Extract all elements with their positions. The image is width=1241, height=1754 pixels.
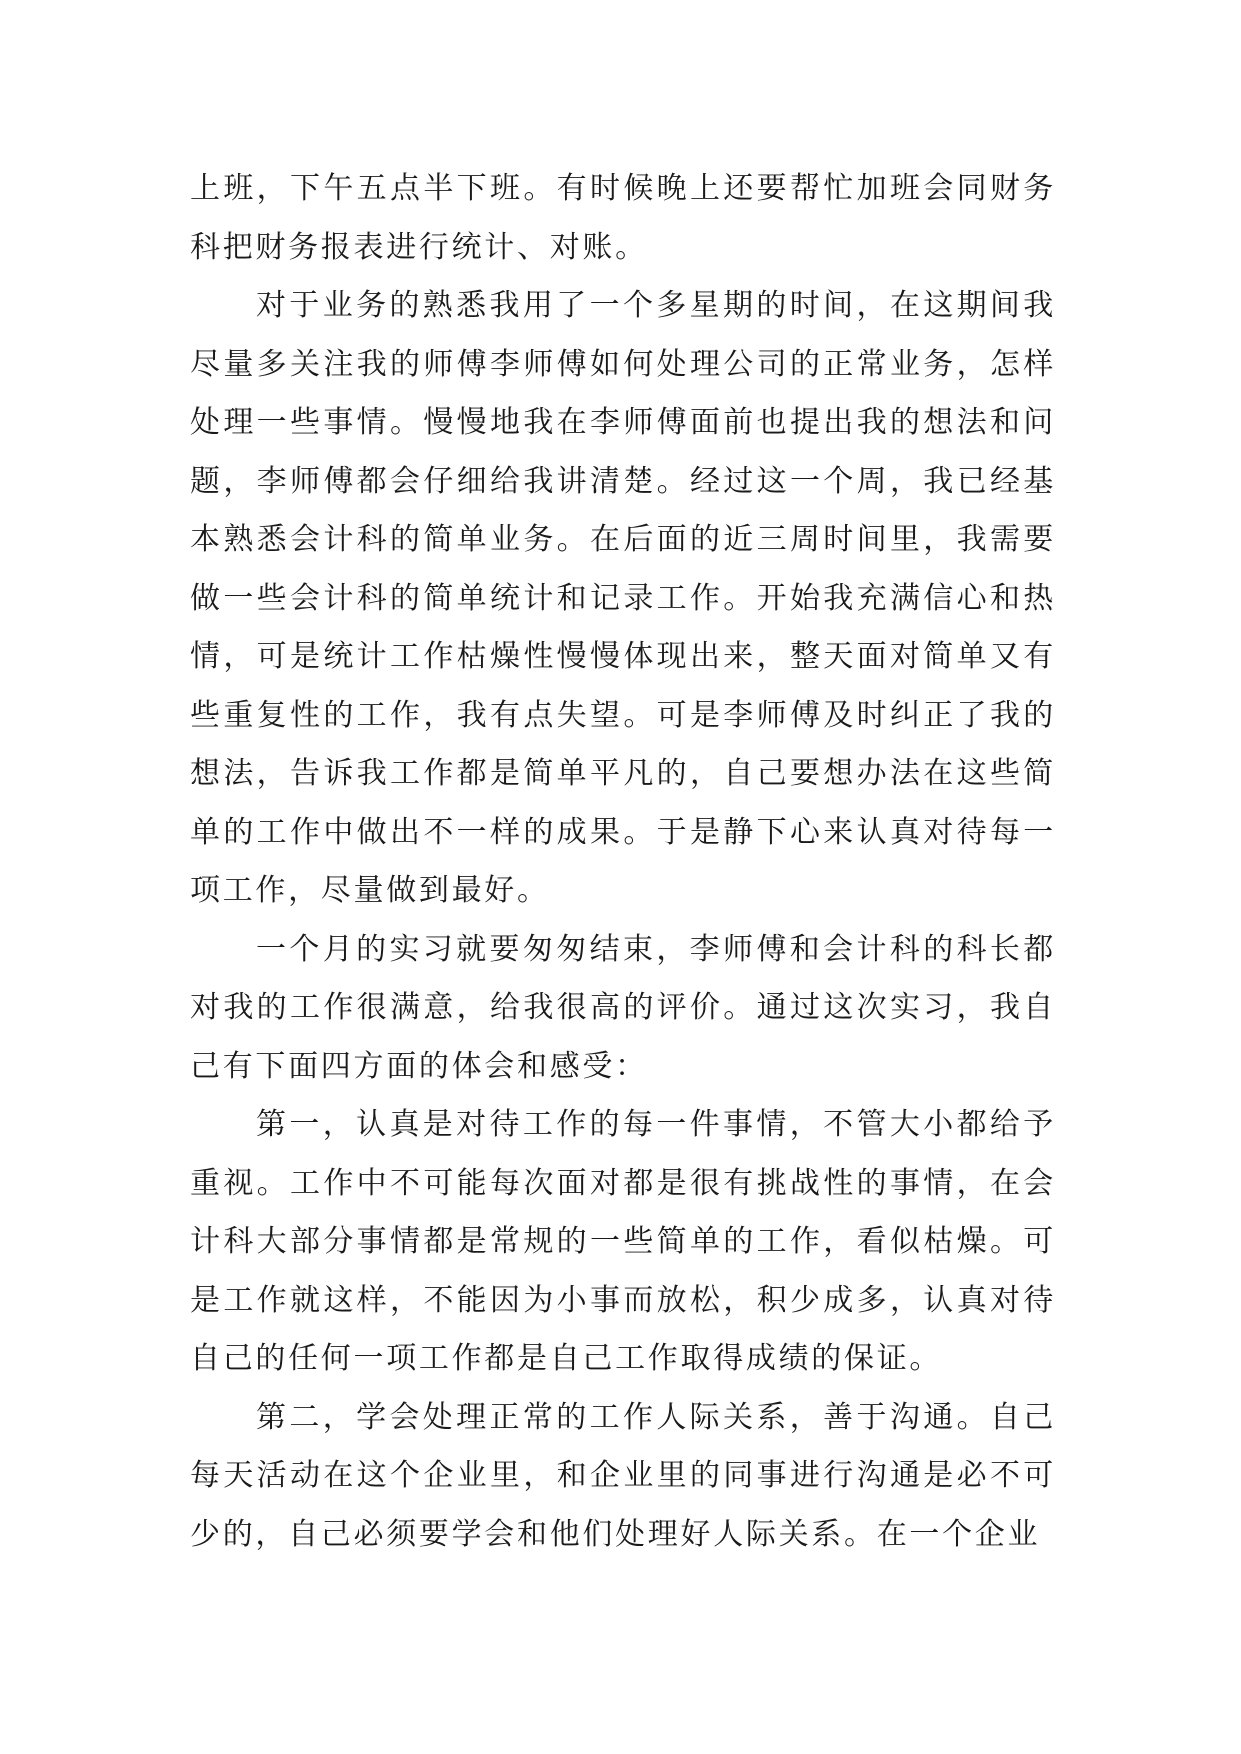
paragraph-3: 一个月的实习就要匆匆结束，李师傅和会计科的科长都对我的工作很满意，给我很高的评价。通过这次实习，我自己有下面四方面的体会和感受：: [190, 931, 1056, 1084]
paragraph-2: 对于业务的熟悉我用了一个多星期的时间，在这期间我尽量多关注我的师傅李师傅如何处理公司的正常业务，怎样处理一些事情。慢慢地我在李师傅面前也提出我的想法和问题，李师傅都会仔细给我讲清楚。经过这一个周，我已经基本熟悉会计科的简单业务。在后面的近三周时间里，我需要做一些会计科的简单统计和记录工作。开始我充满信心和热情，可是统计工作枯燥性慢慢体现出来，整天面对简单又有些重复性的工作，我有点失望。可是李师傅及时纠正了我的想法，告诉我工作都是简单平凡的，自己要想办法在这些简单的工作中做出不一样的成果。于是静下心来认真对待每一项工作，尽量做到最好。: [190, 288, 1056, 908]
paragraph-5: 第二，学会处理正常的工作人际关系，善于沟通。自己每天活动在这个企业里，和企业里的同事进行沟通是必不可少的，自己必须要学会和他们处理好人际关系。在一个企业: [190, 1399, 1056, 1552]
paragraph-1: 上班，下午五点半下班。有时候晚上还要帮忙加班会同财务科把财务报表进行统计、对账。: [190, 171, 1056, 265]
document-body: [190, 160, 1056, 1564]
paragraph-4: 第一，认真是对待工作的每一件事情，不管大小都给予重视。工作中不可能每次面对都是很有挑战性的事情，在会计科大部分事情都是常规的一些简单的工作，看似枯燥。可是工作就这样，不能因为小事而放松，积少成多，认真对待自己的任何一项工作都是自己工作取得成绩的保证。: [190, 1107, 1056, 1376]
